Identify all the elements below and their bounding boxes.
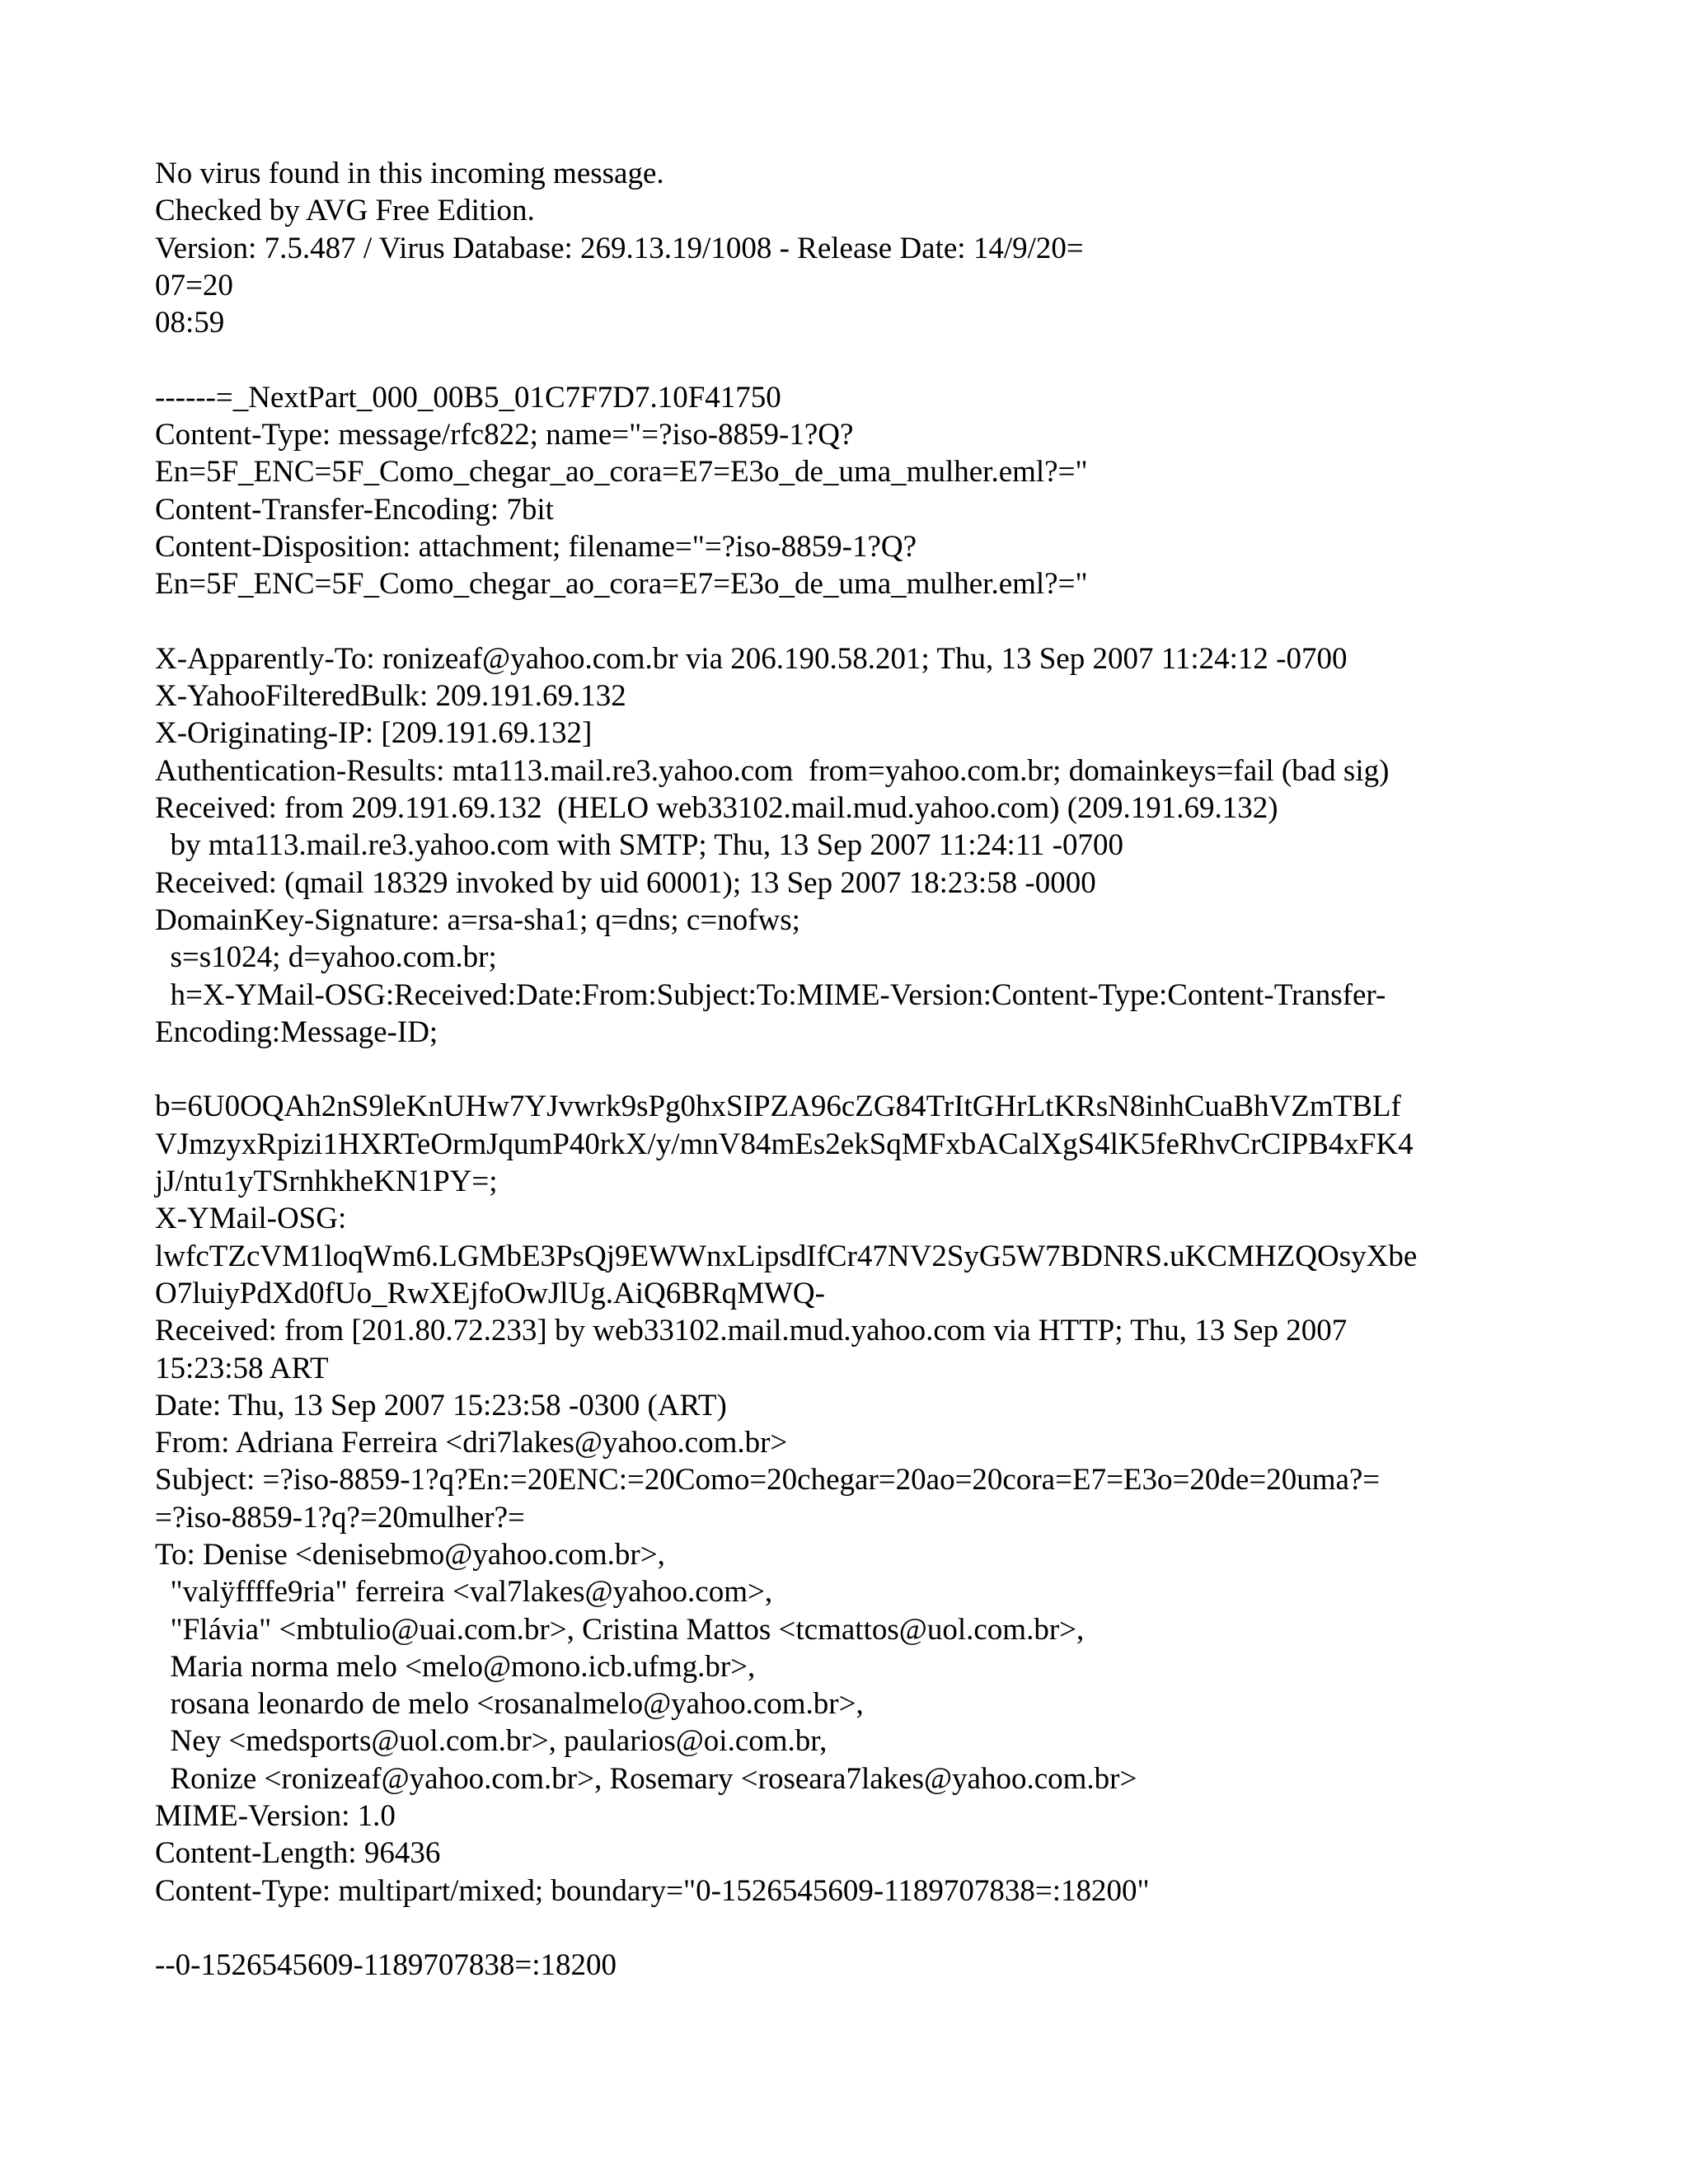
email-header-text: [155, 155, 1589, 1985]
blank-line: [155, 1051, 1589, 1088]
text-line: MIME-Version: 1.0: [155, 1799, 396, 1834]
text-line: Checked by AVG Free Edition.: [155, 194, 535, 228]
text-line: Content-Type: message/rfc822; name="=?iso-8859-1?Q?: [155, 418, 854, 452]
blank-line: [155, 603, 1589, 640]
text-line: O7luiyPdXd0fUo_RwXEjfoOwJlUg.AiQ6BRqMWQ-: [155, 1276, 825, 1310]
text-line: "Flávia" <mbtulio@uai.com.br>, Cristina Mattos <tcmattos@uol.com.br>,: [155, 1612, 1085, 1647]
text-line: Ney <medsports@uol.com.br>, paularios@oi.com.br,: [155, 1724, 828, 1759]
text-line: X-YahooFilteredBulk: 209.191.69.132: [155, 679, 626, 714]
text-line: Version: 7.5.487 / Virus Database: 269.13.19/1008 - Release Date: 14/9/20=: [155, 231, 1084, 265]
text-line: Received: from 209.191.69.132 (HELO web33102.mail.mud.yahoo.com) (209.191.69.132): [155, 791, 1278, 826]
text-line: En=5F_ENC=5F_Como_chegar_ao_cora=E7=E3o_de_uma_mulher.eml?=": [155, 567, 1088, 602]
text-line: VJmzyxRpizi1HXRTeOrmJqumP40rkX/y/mnV84mEs2ekSqMFxbACalXgS4lK5feRhvCrCIPB4xFK4: [155, 1127, 1414, 1161]
text-line: Maria norma melo <melo@mono.icb.ufmg.br>,: [155, 1649, 756, 1684]
text-line: From: Adriana Ferreira <dri7lakes@yahoo.com.br>: [155, 1426, 788, 1460]
text-line: b=6U0OQAh2nS9leKnUHw7YJvwrk9sPg0hxSIPZA96cZG84TrItGHrLtKRsN8inhCuaBhVZmTBLf: [155, 1090, 1401, 1124]
text-line: by mta113.mail.re3.yahoo.com with SMTP; Thu, 13 Sep 2007 11:24:11 -0700: [155, 828, 1124, 863]
text-line: X-YMail-OSG:: [155, 1202, 347, 1236]
text-line: Content-Type: multipart/mixed; boundary="0-1526545609-1189707838=:18200": [155, 1873, 1150, 1908]
text-line: Content-Length: 96436: [155, 1836, 441, 1871]
text-line: h=X-YMail-OSG:Received:Date:From:Subject:To:MIME-Version:Content-Type:Content-Transfer-: [155, 977, 1386, 1012]
text-line: Ronize <ronizeaf@yahoo.com.br>, Rosemary <roseara7lakes@yahoo.com.br>: [155, 1761, 1137, 1796]
text-line: Date: Thu, 13 Sep 2007 15:23:58 -0300 (ART): [155, 1388, 727, 1422]
text-line: Received: from [201.80.72.233] by web33102.mail.mud.yahoo.com via HTTP; Thu, 13 Sep 2007: [155, 1314, 1348, 1348]
blank-line: [155, 1910, 1589, 1947]
text-line: X-Apparently-To: ronizeaf@yahoo.com.br via 206.190.58.201; Thu, 13 Sep 2007 11:24:12 -0700: [155, 641, 1348, 676]
text-line: --0-1526545609-1189707838=:18200: [155, 1948, 617, 1983]
text-line: No virus found in this incoming message.: [155, 157, 664, 190]
text-line: ------=_NextPart_000_00B5_01C7F7D7.10F41750: [155, 380, 781, 415]
text-line: jJ/ntu1yTSrnhkheKN1PY=;: [155, 1165, 498, 1199]
text-line: 07=20: [155, 268, 233, 302]
text-line: s=s1024; d=yahoo.com.br;: [155, 940, 497, 975]
text-line: lwfcTZcVM1loqWm6.LGMbE3PsQj9EWWnxLipsdIfCr47NV2SyG5W7BDNRS.uKCMHZQOsyXbe: [155, 1239, 1418, 1273]
text-line: Authentication-Results: mta113.mail.re3.yahoo.com from=yahoo.com.br; domainkeys=fail (bad sig): [155, 753, 1390, 788]
text-line: 08:59: [155, 306, 225, 340]
text-line: Encoding:Message-ID;: [155, 1015, 438, 1049]
blank-line: [155, 341, 1589, 378]
text-line: =?iso-8859-1?q?=20mulher?=: [155, 1500, 525, 1535]
text-line: X-Originating-IP: [209.191.69.132]: [155, 716, 593, 751]
text-line: To: Denise <denisebmo@yahoo.com.br>,: [155, 1537, 665, 1572]
text-line: rosana leonardo de melo <rosanalmelo@yahoo.com.br>,: [155, 1687, 864, 1722]
text-line: "valÿffffe9ria" ferreira <val7lakes@yahoo.com>,: [155, 1575, 773, 1610]
text-line: Content-Transfer-Encoding: 7bit: [155, 492, 554, 527]
text-line: DomainKey-Signature: a=rsa-sha1; q=dns; c=nofws;: [155, 902, 800, 937]
email-source-page: [155, 155, 1589, 1985]
text-line: 15:23:58 ART: [155, 1351, 329, 1385]
text-line: Content-Disposition: attachment; filename="=?iso-8859-1?Q?: [155, 529, 917, 564]
text-line: Received: (qmail 18329 invoked by uid 60001); 13 Sep 2007 18:23:58 -0000: [155, 865, 1096, 900]
text-line: En=5F_ENC=5F_Como_chegar_ao_cora=E7=E3o_de_uma_mulher.eml?=": [155, 455, 1088, 490]
text-line: Subject: =?iso-8859-1?q?En:=20ENC:=20Como=20chegar=20ao=20cora=E7=E3o=20de=20uma?=: [155, 1463, 1381, 1497]
